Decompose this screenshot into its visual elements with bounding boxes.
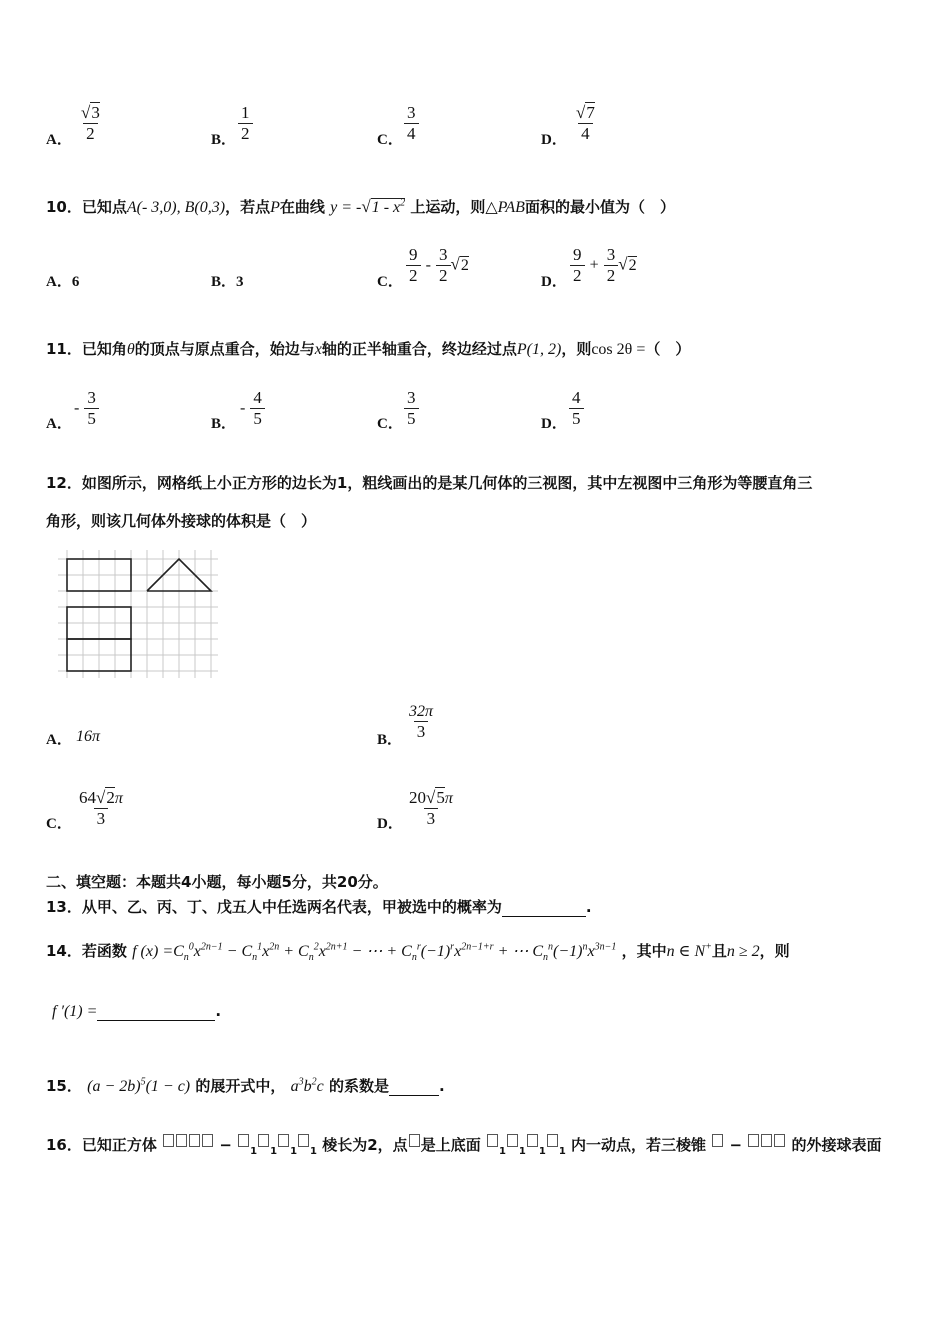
grid-lines: [58, 550, 218, 678]
q10-option-d-label: D．: [541, 274, 567, 290]
three-view-grid-figure: [58, 550, 220, 678]
q16-cube-name-glyphs: − $_1$ $_1$ $_1$ $_1$: [162, 1136, 317, 1154]
q12-option-a-label: A．: [46, 732, 72, 748]
question-16: 16．已知正方体 − $_1$ $_1$ $_1$ $_1$ 棱长为2，点 是上底面 $_1$ $_1$ $_1$ $_1$ 内一动点，若三棱锥 − 的外接球表面: [46, 1136, 882, 1157]
q9-option-b-label: B．: [211, 132, 237, 148]
q12-option-b-value: $\frac{32\pi}{3}$: [409, 703, 434, 742]
q11-option-d-value: $\frac{4}{5}$: [569, 388, 584, 428]
q9-option-d-value: $\frac{√7}{4}$: [576, 103, 595, 143]
q16-pyramid-glyphs: −: [711, 1136, 786, 1154]
q11-option-d-label: D．: [541, 416, 567, 432]
q15-term: $a^3b^2c$: [290, 1076, 324, 1095]
question-14-stem: 14．若函数 f $(x) =C_n^0x^{2n-1} - C_n^1x^{2n} + C_n^2x^{2n+1}$ − ⋯ + $C_n^r(-1)^rx^{2n-1+r}$ + ⋯ $C_n^n(-1)^nx^{3n-1}$ ，其中n ∈ N+且n ≥ 2，则: [46, 941, 790, 964]
q12-option-c-label: C．: [46, 816, 72, 832]
q12-option-d-label: D．: [377, 816, 403, 832]
q9-option-c-label: C．: [377, 132, 403, 148]
question-14-answer-line: f ′(1) = .: [52, 1002, 222, 1020]
q16-point-glyph: [409, 1134, 420, 1147]
q10-option-d-value: $\frac{9}{2}$ + $\frac{3}{2}$ √2: [570, 245, 637, 285]
q10-option-a: A．6: [46, 274, 80, 290]
question-12-line1: 12．如图所示，网格纸上小正方形的边长为1，粗线画出的是某几何体的三视图，其中左视图中三角形为等腰直角三: [46, 474, 813, 492]
section-2-heading: 二、填空题：本题共4小题，每小题5分，共20分。: [46, 873, 388, 891]
q12-option-b-label: B．: [377, 732, 403, 748]
q9-option-c-value: $\frac{3}{4}$: [404, 103, 419, 143]
q14-function-expression: f $(x) =C_n^0x^{2n-1} - C_n^1x^{2n} + C_n^2x^{2n+1}$ − ⋯ + $C_n^r(-1)^rx^{2n-1+r}$ + ⋯ $C_n^n(-1)^nx^{3n-1}$: [132, 941, 617, 964]
q11-option-a-label: A．: [46, 416, 72, 432]
q13-answer-blank[interactable]: [502, 902, 586, 917]
q9-option-a-value: $\frac{√3}{2}$: [81, 103, 100, 143]
question-13: 13．从甲、乙、丙、丁、戊五人中任选两名代表，甲被选中的概率为 .: [46, 898, 592, 916]
q11-option-b-value: - $\frac{4}{5}$: [240, 388, 265, 428]
q15-answer-blank[interactable]: [389, 1081, 439, 1096]
question-10-stem: 10．已知点A(- 3,0), B(0,3)，若点P在曲线 $y = -√1 - x^2$ 上运动，则△PAB面积的最小值为（ ）: [46, 197, 675, 216]
q10-option-c-label: C．: [377, 274, 403, 290]
question-11-stem: 11．已知角θ的顶点与原点重合，始边与x轴的正半轴重合，终边经过点P(1, 2)，则cos 2θ =（ ）: [46, 340, 691, 358]
q10-option-c-value: $\frac{9}{2}$ - $\frac{3}{2}$ √2: [406, 245, 469, 285]
q11-option-c-label: C．: [377, 416, 403, 432]
q9-option-b-value: $\frac{1}{2}$: [238, 103, 253, 143]
q12-option-d-value: $\frac{20√5\pi}{3}$: [409, 788, 453, 829]
q11-option-a-value: - $\frac{3}{5}$: [74, 388, 99, 428]
q12-option-c-value: $\frac{64√2\pi}{3}$: [79, 788, 123, 829]
question-15: 15． $(a - 2b)^5(1 - c)$ 的展开式中， $a^3b^2c$ 的系数是 .: [46, 1076, 445, 1095]
q10-option-b: B．3: [211, 274, 244, 290]
q11-option-c-value: $\frac{3}{5}$: [404, 388, 419, 428]
question-12-line2: 角形，则该几何体外接球的体积是（ ）: [46, 512, 317, 530]
q11-option-b-label: B．: [211, 416, 237, 432]
q12-option-a-value: 16π: [76, 728, 101, 745]
q9-option-d-label: D．: [541, 132, 567, 148]
q16-face-glyphs: $_1$ $_1$ $_1$ $_1$: [486, 1136, 566, 1154]
q15-expression: $(a - 2b)^5(1 - c)$: [87, 1076, 191, 1095]
q9-option-a-label: A．: [46, 132, 72, 148]
q14-answer-blank[interactable]: [97, 1004, 215, 1021]
